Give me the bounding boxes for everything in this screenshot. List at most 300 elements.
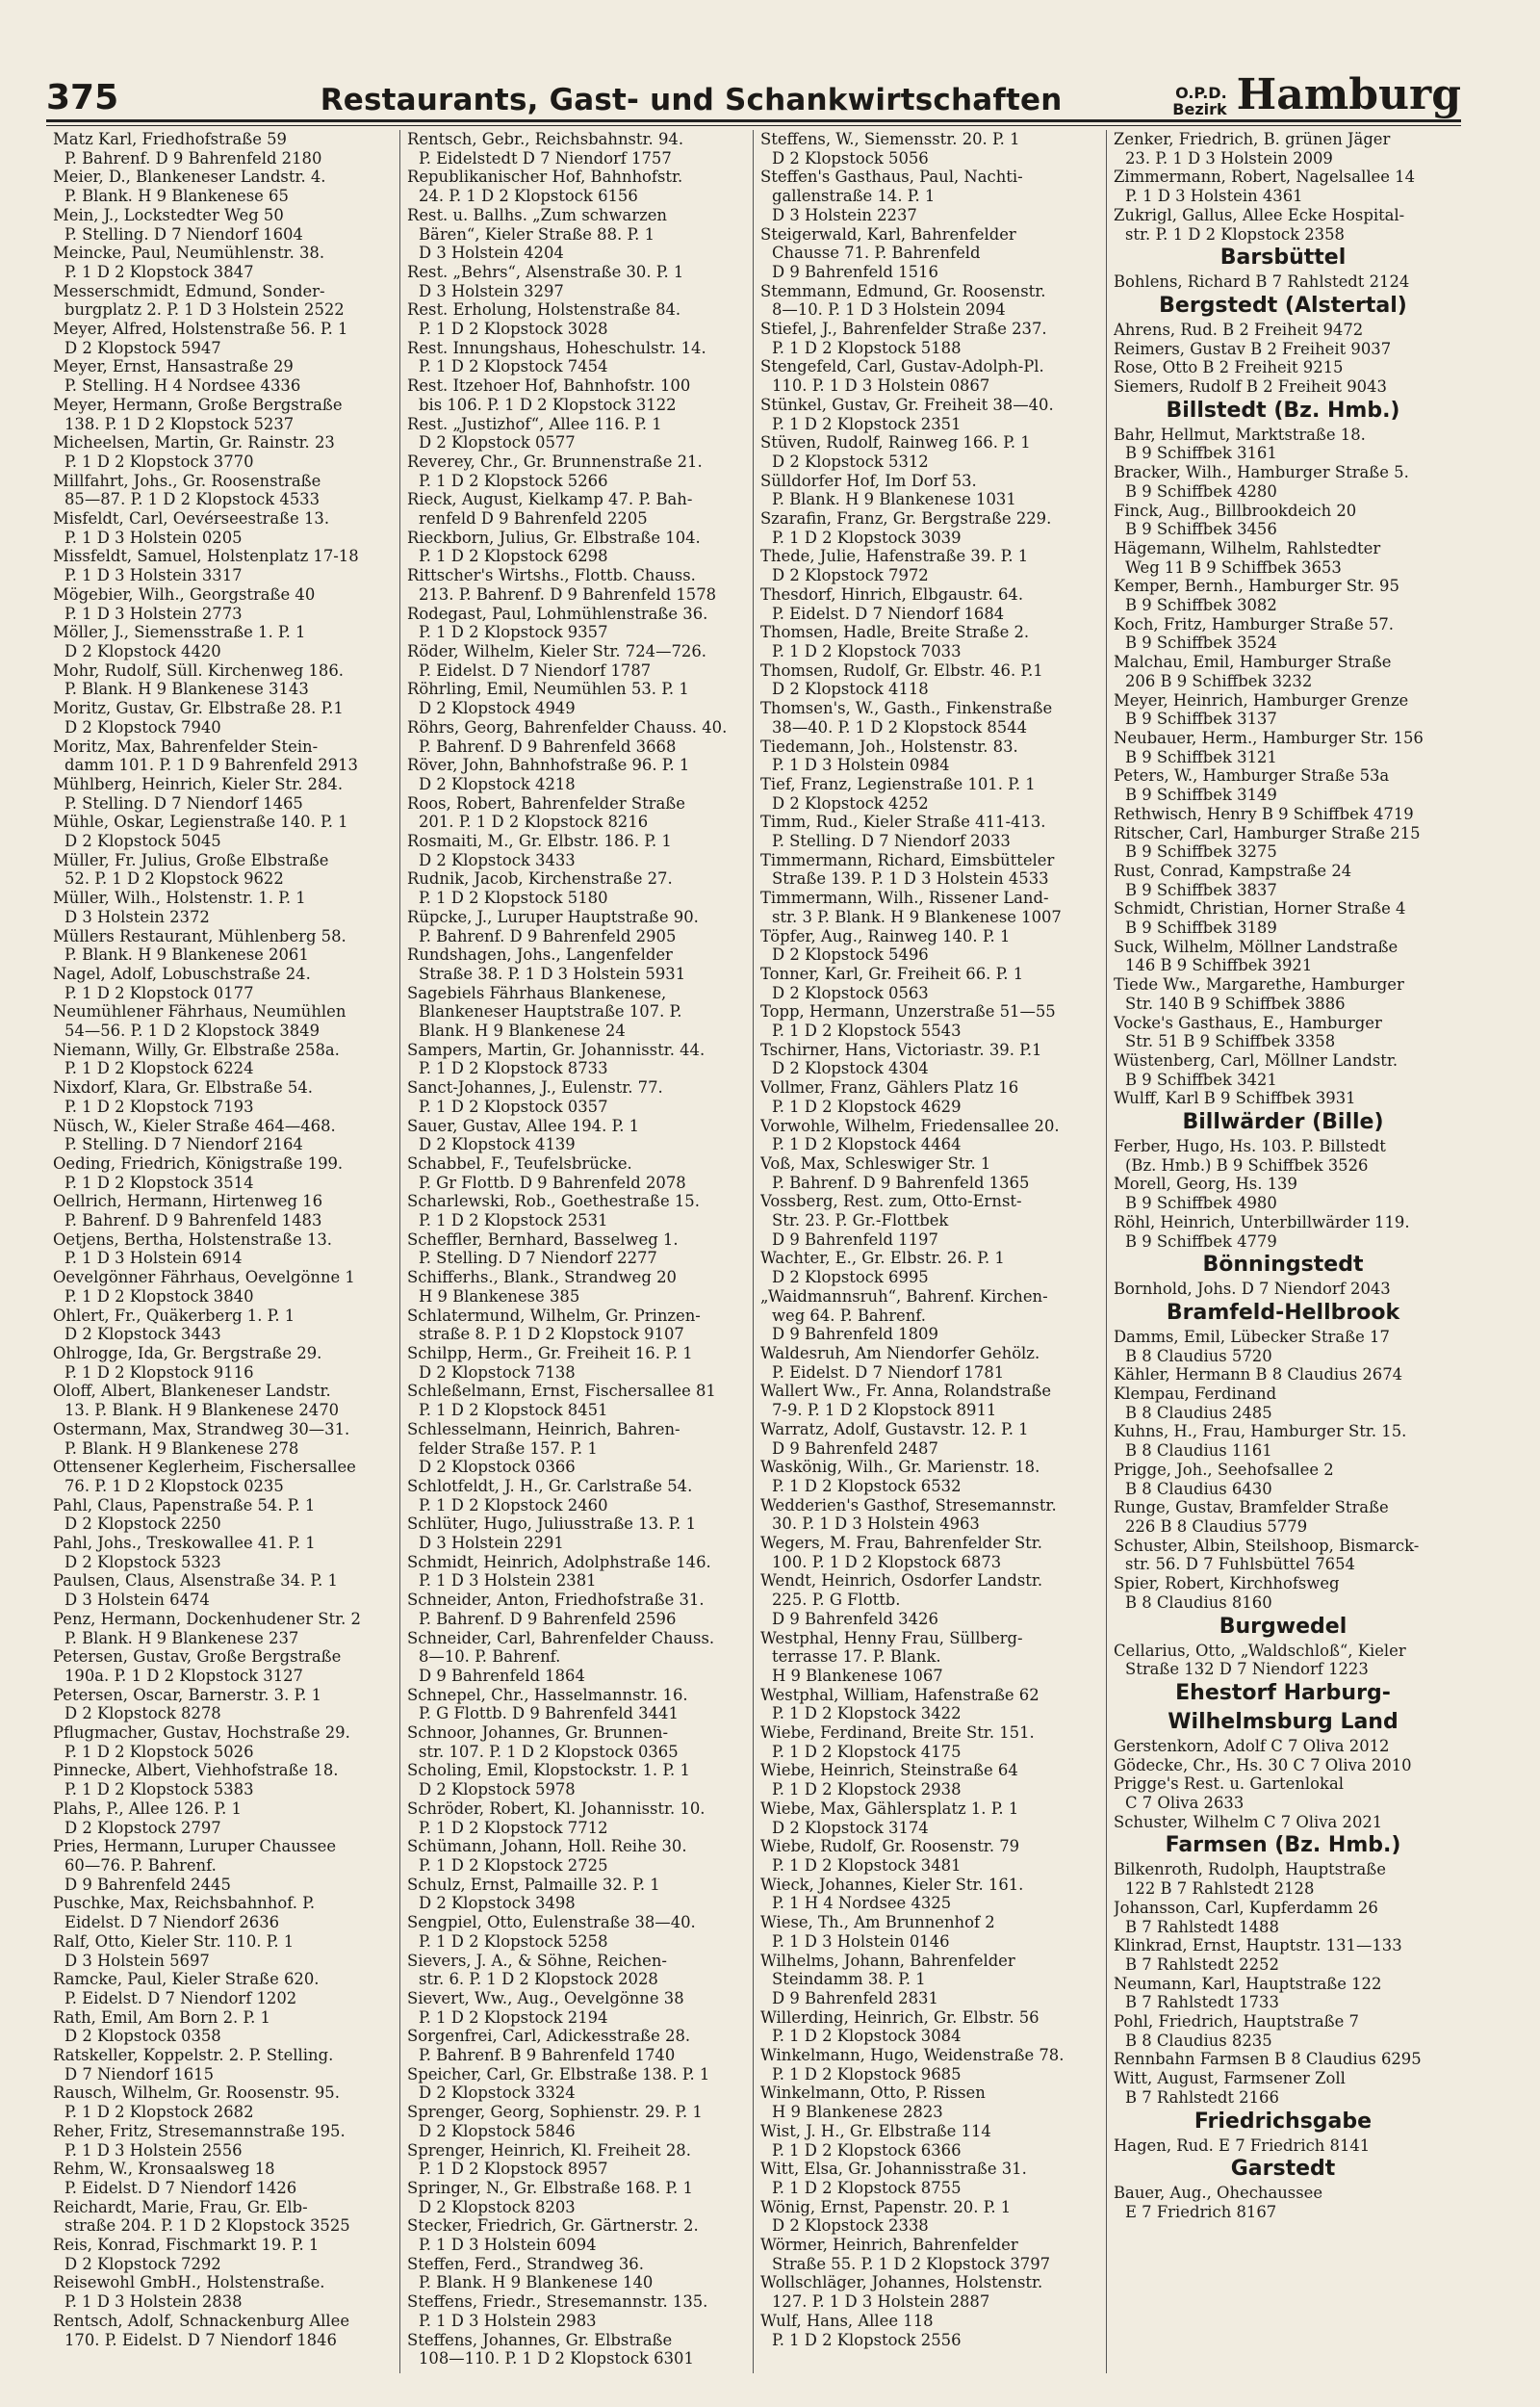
- listing-line: Winkelmann, Hugo, Weidenstraße 78.: [760, 2046, 1065, 2065]
- listing-line: 8—10. P. Bahrenf.: [419, 1647, 561, 1667]
- listing-line: Rest. Innungshaus, Hoheschulstr. 14.: [407, 338, 706, 357]
- listing-line: Scholing, Emil, Klopstockstr. 1. P. 1: [407, 1761, 690, 1780]
- listing-line: P. 1 D 2 Klopstock 2556: [772, 2330, 962, 2349]
- listing-line: B 8 Claudius 8160: [1125, 1592, 1272, 1612]
- listing-line: Tiedemann, Joh., Holstenstr. 83.: [760, 737, 1018, 756]
- listing-line: D 2 Klopstock 3324: [419, 2083, 576, 2103]
- listing-line: B 8 Claudius 2485: [1125, 1403, 1272, 1422]
- listing-line: Nixdorf, Klara, Gr. Elbstraße 54.: [53, 1078, 313, 1098]
- listing-line: Kähler, Hermann B 8 Claudius 2674: [1114, 1365, 1403, 1385]
- listing-line: Scheffler, Bernhard, Basselweg 1.: [407, 1229, 679, 1249]
- listing-line: P. 1 D 3 Holstein 2983: [419, 2311, 597, 2330]
- listing-line: B 9 Schiffbek 3161: [1125, 444, 1277, 463]
- listing-line: P. Blank. H 9 Blankenese 278: [64, 1438, 299, 1458]
- listing-line: P. Blank. H 9 Blankenese 65: [64, 187, 289, 206]
- listing-line: Oloff, Albert, Blankeneser Landstr.: [53, 1382, 331, 1401]
- listing-line: 85—87. P. 1 D 2 Klopstock 4533: [64, 490, 321, 509]
- listing-line: P. 1 D 3 Holstein 0984: [772, 756, 950, 775]
- listing-line: 213. P. Bahrenf. D 9 Bahrenfeld 1578: [419, 584, 717, 604]
- listing-line: 201. P. 1 D 2 Klopstock 8216: [419, 813, 649, 832]
- listing-line: P. 1 D 2 Klopstock 8451: [419, 1401, 608, 1420]
- listing-line: P. 1 D 3 Holstein 2556: [64, 2140, 243, 2160]
- listing-line: P. 1 D 2 Klopstock 3514: [64, 1173, 254, 1192]
- place-heading: Ehestorf Harburg-: [1175, 1680, 1391, 1705]
- listing-line: D 2 Klopstock 7972: [772, 566, 929, 585]
- listing-line: D 3 Holstein 2372: [64, 907, 210, 926]
- listing-line: Rieckborn, Julius, Gr. Elbstraße 104.: [407, 528, 701, 547]
- listing-line: D 2 Klopstock 5947: [64, 338, 221, 357]
- listing-line: Rennbahn Farmsen B 8 Claudius 6295: [1114, 2050, 1422, 2069]
- place-heading: Bergstedt (Alstertal): [1159, 293, 1407, 318]
- listing-line: 60—76. P. Bahrenf.: [64, 1855, 217, 1875]
- listing-line: Meyer, Heinrich, Hamburger Grenze: [1114, 690, 1409, 710]
- listing-line: P. 1 D 3 Holstein 3317: [64, 566, 243, 585]
- listing-line: Wegers, M. Frau, Bahrenfelder Str.: [760, 1534, 1042, 1553]
- listing-line: Mühlberg, Heinrich, Kieler Str. 284.: [53, 774, 344, 793]
- listing-line: Rentsch, Gebr., Reichsbahnstr. 94.: [407, 130, 684, 148]
- listing-line: Schnoor, Johannes, Gr. Brunnen-: [407, 1723, 669, 1743]
- listing-line: str. 6. P. 1 D 2 Klopstock 2028: [419, 1970, 658, 1989]
- listing-line: Stecker, Friedrich, Gr. Gärtnerstr. 2.: [407, 2216, 699, 2236]
- listing-line: B 8 Claudius 8235: [1125, 2031, 1272, 2050]
- listing-line: Bohlens, Richard B 7 Rahlstedt 2124: [1114, 272, 1410, 292]
- listing-line: Wendt, Heinrich, Osdorfer Landstr.: [760, 1571, 1043, 1591]
- listing-line: D 9 Bahrenfeld 2487: [772, 1438, 938, 1458]
- listing-line: Damms, Emil, Lübecker Straße 17: [1114, 1327, 1390, 1346]
- listing-line: P. 1 D 2 Klopstock 5383: [64, 1780, 254, 1799]
- listing-line: Prigge's Rest. u. Gartenlokal: [1114, 1774, 1344, 1794]
- listing-line: C 7 Oliva 2633: [1125, 1794, 1245, 1813]
- listing-line: H 9 Blankenese 2823: [772, 2103, 943, 2122]
- listing-line: Rundshagen, Johs., Langenfelder: [407, 945, 673, 965]
- listing-line: D 2 Klopstock 0563: [772, 983, 929, 1002]
- listing-line: P. Blank. H 9 Blankenese 1031: [772, 490, 1016, 509]
- place-heading: Friedrichsgabe: [1194, 2109, 1373, 2134]
- listing-line: P. Stelling. D 7 Niendorf 1465: [64, 793, 303, 813]
- listing-line: 110. P. 1 D 3 Holstein 0867: [772, 376, 990, 396]
- listing-line: Szarafin, Franz, Gr. Bergstraße 229.: [760, 509, 1052, 529]
- listing-line: Bornhold, Johs. D 7 Niendorf 2043: [1114, 1280, 1391, 1299]
- listing-line: P. 1 D 3 Holstein 2773: [64, 604, 243, 623]
- listing-line: Sprenger, Georg, Sophienstr. 29. P. 1: [407, 2103, 703, 2122]
- listing-line: Blank. H 9 Blankenese 24: [419, 1022, 626, 1041]
- listing-line: B 9 Schiffbek 3837: [1125, 880, 1277, 899]
- listing-line: D 3 Holstein 3297: [419, 281, 564, 300]
- listing-line: D 2 Klopstock 5496: [772, 945, 929, 965]
- listing-line: Misfeldt, Carl, Oevérseestraße 13.: [53, 509, 330, 529]
- listing-line: Tonner, Karl, Gr. Freiheit 66. P. 1: [760, 964, 1024, 983]
- listing-line: Wörmer, Heinrich, Bahrenfelder: [760, 2236, 1018, 2255]
- listing-line: Moritz, Gustav, Gr. Elbstraße 28. P.1: [53, 699, 344, 718]
- listing-line: D 2 Klopstock 8203: [419, 2197, 576, 2216]
- listing-line: Penz, Hermann, Dockenhudener Str. 2: [53, 1609, 361, 1628]
- listing-line: Ferber, Hugo, Hs. 103. P. Billstedt: [1114, 1137, 1386, 1156]
- listing-line: Rausch, Wilhelm, Gr. Roosenstr. 95.: [53, 2083, 340, 2103]
- listing-line: Müller, Fr. Julius, Große Elbstraße: [53, 850, 329, 869]
- listing-line: Rudnik, Jacob, Kirchenstraße 27.: [407, 869, 673, 889]
- listing-line: Blankeneser Hauptstraße 107. P.: [419, 1002, 682, 1022]
- listing-line: Rust, Conrad, Kampstraße 24: [1114, 861, 1352, 880]
- place-heading: Barsbüttel: [1219, 246, 1347, 271]
- listing-line: Wiebe, Ferdinand, Breite Str. 151.: [760, 1723, 1035, 1743]
- listing-line: B 8 Claudius 6430: [1125, 1479, 1272, 1498]
- listing-line: felder Straße 157. P. 1: [419, 1438, 598, 1458]
- listing-column-2: [399, 130, 753, 2373]
- listing-line: Ohlrogge, Ida, Gr. Bergstraße 29.: [53, 1344, 322, 1362]
- listing-line: Pohl, Friedrich, Hauptstraße 7: [1114, 2012, 1359, 2032]
- listing-line: B 7 Rahlstedt 1488: [1125, 1917, 1279, 1936]
- listing-line: Reis, Konrad, Fischmarkt 19. P. 1: [53, 2236, 320, 2255]
- listing-line: Röhrs, Georg, Bahrenfelder Chauss. 40.: [407, 717, 728, 737]
- listing-line: Steffen, Ferd., Strandweg 36.: [407, 2254, 644, 2273]
- listing-line: P. 1 D 2 Klopstock 3481: [772, 1855, 962, 1875]
- listing-line: Zimmermann, Robert, Nagelsallee 14: [1114, 168, 1416, 187]
- listing-line: Johansson, Carl, Kupferdamm 26: [1114, 1898, 1378, 1917]
- listing-line: 8—10. P. 1 D 3 Holstein 2094: [772, 300, 1006, 320]
- listing-line: 100. P. 1 D 2 Klopstock 6873: [772, 1552, 1002, 1571]
- listing-line: Str. 51 B 9 Schiffbek 3358: [1125, 1032, 1336, 1051]
- listing-line: B 9 Schiffbek 4280: [1125, 481, 1277, 501]
- listing-line: P. 1 D 3 Holstein 0205: [64, 528, 243, 547]
- listing-line: Wachter, E., Gr. Elbstr. 26. P. 1: [760, 1249, 1005, 1268]
- listing-line: Ohlert, Fr., Quäkerberg 1. P. 1: [53, 1306, 295, 1325]
- listing-line: Prigge, Joh., Seehofsallee 2: [1114, 1460, 1334, 1479]
- listing-line: P. Blank. H 9 Blankenese 2061: [64, 945, 309, 965]
- listing-line: Niemann, Willy, Gr. Elbstraße 258a.: [53, 1040, 340, 1059]
- listing-line: D 2 Klopstock 5978: [419, 1780, 576, 1799]
- listing-line: 190a. P. 1 D 2 Klopstock 3127: [64, 1666, 303, 1685]
- listing-line: Steffen's Gasthaus, Paul, Nachti-: [760, 168, 1023, 187]
- listing-line: Malchau, Emil, Hamburger Straße: [1114, 653, 1392, 672]
- listing-line: P. 1 D 3 Holstein 4361: [1125, 187, 1303, 206]
- listing-line: Schlesselmann, Heinrich, Bahren-: [407, 1419, 680, 1438]
- listing-line: Mohr, Rudolf, Süll. Kirchenweg 186.: [53, 660, 344, 680]
- listing-line: P. 1 D 2 Klopstock 5543: [772, 1022, 962, 1041]
- listing-line: 146 B 9 Schiffbek 3921: [1125, 956, 1313, 975]
- listing-line: D 2 Klopstock 7138: [419, 1362, 576, 1382]
- listing-line: Ramcke, Paul, Kieler Straße 620.: [53, 1970, 320, 1989]
- listing-line: P. 1 D 2 Klopstock 8755: [772, 2178, 962, 2197]
- listing-column-4: [1106, 130, 1459, 2373]
- listing-line: P. 1 D 2 Klopstock 2531: [419, 1211, 608, 1230]
- listing-line: Straße 55. P. 1 D 2 Klopstock 3797: [772, 2254, 1051, 2273]
- listing-line: Sagebiels Fährhaus Blankenese,: [407, 983, 667, 1002]
- listing-line: P. 1 D 2 Klopstock 7454: [419, 357, 608, 376]
- listing-line: Pahl, Claus, Papenstraße 54. P. 1: [53, 1495, 316, 1514]
- listing-line: Steffens, Johannes, Gr. Elbstraße: [407, 2330, 673, 2349]
- listing-line: P. Eidelstedt D 7 Niendorf 1757: [419, 148, 672, 168]
- listing-line: Hagen, Rud. E 7 Friedrich 8141: [1114, 2135, 1371, 2155]
- listing-line: Sauer, Gustav, Allee 194. P. 1: [407, 1116, 640, 1135]
- listing-line: D 9 Bahrenfeld 3426: [772, 1609, 938, 1628]
- listing-line: Schuster, Albin, Steilshoop, Bismarck-: [1114, 1536, 1420, 1555]
- listing-line: D 2 Klopstock 0358: [64, 2027, 221, 2046]
- listing-line: str. 56. D 7 Fuhlsbüttel 7654: [1125, 1555, 1355, 1574]
- listing-line: Bauer, Aug., Ohechaussee: [1114, 2184, 1323, 2203]
- header-rule-thin: [46, 125, 1461, 126]
- listing-line: Rieck, August, Kielkamp 47. P. Bah-: [407, 490, 693, 509]
- place-heading: Billwärder (Bille): [1182, 1110, 1384, 1135]
- listing-line: Töpfer, Aug., Rainweg 140. P. 1: [760, 926, 1011, 945]
- listing-line: D 2 Klopstock 7292: [64, 2254, 221, 2273]
- listing-line: Neumann, Karl, Hauptstraße 122: [1114, 1974, 1382, 1993]
- listing-line: Chausse 71. P. Bahrenfeld: [772, 244, 981, 263]
- place-heading: Burgwedel: [1219, 1614, 1348, 1639]
- listing-line: Pflugmacher, Gustav, Hochstraße 29.: [53, 1723, 350, 1743]
- listing-line: P. G Flottb. D 9 Bahrenfeld 3441: [419, 1704, 679, 1723]
- listing-line: 170. P. Eidelst. D 7 Niendorf 1846: [64, 2330, 337, 2349]
- listing-line: Nüsch, W., Kieler Straße 464—468.: [53, 1116, 336, 1135]
- bezirk-label: Bezirk: [1172, 100, 1227, 118]
- listing-line: D 2 Klopstock 0577: [419, 433, 576, 453]
- opd-label: O.P.D.: [1175, 84, 1227, 102]
- listing-line: 24. P. 1 D 2 Klopstock 6156: [419, 187, 638, 206]
- listing-line: P. 1 D 2 Klopstock 3422: [772, 1704, 962, 1723]
- listing-line: E 7 Friedrich 8167: [1125, 2202, 1277, 2221]
- listing-line: Wiebe, Rudolf, Gr. Roosenstr. 79: [760, 1837, 1020, 1856]
- listing-line: Schneider, Anton, Friedhofstraße 31.: [407, 1591, 705, 1610]
- listing-line: Schröder, Robert, Kl. Johannisstr. 10.: [407, 1799, 706, 1818]
- listing-line: B 7 Rahlstedt 2166: [1125, 2087, 1279, 2107]
- listing-line: D 9 Bahrenfeld 1809: [772, 1325, 938, 1344]
- listing-line: Möller, J., Siemensstraße 1. P. 1: [53, 623, 306, 642]
- listing-line: Meyer, Alfred, Holstenstraße 56. P. 1: [53, 320, 348, 339]
- listing-line: H 9 Blankenese 385: [419, 1286, 580, 1306]
- listing-line: Schifferhs., Blank., Strandweg 20: [407, 1268, 677, 1287]
- listing-line: Cellarius, Otto, „Waldschloß“, Kieler: [1114, 1641, 1406, 1660]
- listing-line: Rest. „Justizhof“, Allee 116. P. 1: [407, 414, 662, 433]
- listing-line: Wist, J. H., Gr. Elbstraße 114: [760, 2121, 991, 2140]
- listing-line: P. 1 D 2 Klopstock 0357: [419, 1097, 608, 1116]
- listing-line: terrasse 17. P. Blank.: [772, 1647, 941, 1667]
- listing-line: Straße 132 D 7 Niendorf 1223: [1125, 1660, 1369, 1679]
- listing-line: D 7 Niendorf 1615: [64, 2064, 215, 2083]
- listing-line: Finck, Aug., Billbrookdeich 20: [1114, 501, 1357, 520]
- listing-line: Millfahrt, Johs., Gr. Roosenstraße: [53, 471, 321, 490]
- listing-line: Ostermann, Max, Strandweg 30—31.: [53, 1419, 350, 1438]
- listing-line: Voß, Max, Schleswiger Str. 1: [760, 1153, 991, 1173]
- listing-line: P. 1 D 2 Klopstock 0177: [64, 983, 254, 1002]
- listing-line: 23. P. 1 D 3 Holstein 2009: [1125, 148, 1333, 168]
- listing-line: Oeding, Friedrich, Königstraße 199.: [53, 1153, 344, 1173]
- listing-line: D 2 Klopstock 4252: [772, 793, 929, 813]
- listing-line: 206 B 9 Schiffbek 3232: [1125, 671, 1313, 690]
- listing-line: Peters, W., Hamburger Straße 53a: [1114, 766, 1390, 786]
- listing-line: Wieck, Johannes, Kieler Str. 161.: [760, 1875, 1024, 1894]
- listing-line: D 2 Klopstock 5056: [772, 148, 929, 168]
- listing-line: Spier, Robert, Kirchhofsweg: [1114, 1574, 1340, 1593]
- listing-line: 54—56. P. 1 D 2 Klopstock 3849: [64, 1022, 321, 1041]
- listing-line: Vocke's Gasthaus, E., Hamburger: [1114, 1013, 1382, 1032]
- listing-column-1: [46, 130, 399, 2373]
- listing-line: P. Bahrenf. D 9 Bahrenfeld 2596: [419, 1609, 677, 1628]
- listing-line: Röder, Wilhelm, Kieler Str. 724—726.: [407, 641, 706, 660]
- listing-line: D 2 Klopstock 3498: [419, 1894, 576, 1913]
- listing-line: Winkelmann, Otto, P. Rissen: [760, 2083, 986, 2103]
- listing-line: P. Bahrenf. D 9 Bahrenfeld 2180: [64, 148, 322, 168]
- listing-line: P. 1 D 2 Klopstock 2938: [772, 1780, 962, 1799]
- listing-line: burgplatz 2. P. 1 D 3 Holstein 2522: [64, 300, 345, 320]
- listing-line: Tief, Franz, Legienstraße 101. P. 1: [760, 774, 1036, 793]
- listing-line: P. 1 D 2 Klopstock 7193: [64, 1097, 254, 1116]
- listing-line: Bahr, Hellmut, Marktstraße 18.: [1114, 425, 1366, 444]
- listing-line: Wilhelms, Johann, Bahrenfelder: [760, 1951, 1015, 1970]
- listing-line: B 9 Schiffbek 3137: [1125, 710, 1277, 729]
- listing-line: Waskönig, Wilh., Gr. Marienstr. 18.: [760, 1458, 1040, 1477]
- listing-line: Sanct-Johannes, J., Eulenstr. 77.: [407, 1078, 663, 1098]
- listing-line: P. 1 D 2 Klopstock 8957: [419, 2160, 608, 2179]
- listing-line: Hägemann, Wilhelm, Rahlstedter: [1114, 538, 1381, 557]
- listing-line: Ralf, Otto, Kieler Str. 110. P. 1: [53, 1931, 295, 1951]
- listing-line: Weg 11 B 9 Schiffbek 3653: [1125, 557, 1342, 577]
- listing-line: Siemers, Rudolf B 2 Freiheit 9043: [1114, 377, 1387, 397]
- listing-line: Pries, Hermann, Luruper Chaussee: [53, 1837, 337, 1856]
- listing-line: Röver, John, Bahnhofstraße 96. P. 1: [407, 756, 690, 775]
- listing-line: Timmermann, Wilh., Rissener Land-: [760, 889, 1049, 908]
- listing-line: P. Stelling. D 7 Niendorf 2277: [419, 1249, 657, 1268]
- listing-column-3: [753, 130, 1106, 2373]
- listing-line: Schmidt, Heinrich, Adolphstraße 146.: [407, 1552, 711, 1571]
- city-name: Hamburg: [1236, 70, 1461, 119]
- place-heading: Garstedt: [1230, 2157, 1336, 2182]
- listing-line: D 2 Klopstock 5045: [64, 832, 221, 851]
- listing-line: Rosmaiti, M., Gr. Elbstr. 186. P. 1: [407, 832, 672, 851]
- listing-line: Rest. „Behrs“, Alsenstraße 30. P. 1: [407, 262, 684, 281]
- listing-line: Rittscher's Wirtshs., Flottb. Chauss.: [407, 566, 696, 585]
- listing-line: Str. 23. P. Gr.-Flottbek: [772, 1211, 949, 1230]
- listing-line: P. 1 D 2 Klopstock 3084: [772, 2027, 962, 2046]
- listing-line: 122 B 7 Rahlstedt 2128: [1125, 1879, 1315, 1899]
- listing-line: Matz Karl, Friedhofstraße 59: [53, 130, 287, 148]
- listing-line: D 9 Bahrenfeld 1516: [772, 262, 938, 281]
- listing-line: P. Eidelst. D 7 Niendorf 1781: [772, 1362, 1005, 1382]
- listing-line: Sampers, Martin, Gr. Johannisstr. 44.: [407, 1040, 706, 1059]
- listing-line: Vossberg, Rest. zum, Otto-Ernst-: [760, 1192, 1022, 1211]
- listing-line: D 2 Klopstock 7940: [64, 717, 221, 737]
- listing-line: Schabbel, F., Teufelsbrücke.: [407, 1153, 632, 1173]
- listing-line: P. Stelling. D 7 Niendorf 1604: [64, 224, 303, 244]
- listing-line: P. 1 D 2 Klopstock 5188: [772, 338, 962, 357]
- listing-line: Rethwisch, Henry B 9 Schiffbek 4719: [1114, 804, 1414, 823]
- listing-line: P. Blank. H 9 Blankenese 237: [64, 1628, 299, 1647]
- listing-line: Messerschmidt, Edmund, Sonder-: [53, 281, 325, 300]
- listing-line: Witt, Elsa, Gr. Johannisstraße 31.: [760, 2160, 1027, 2179]
- listing-line: Petersen, Gustav, Große Bergstraße: [53, 1647, 342, 1667]
- listing-line: D 9 Bahrenfeld 2831: [772, 1988, 938, 2007]
- listing-line: Str. 140 B 9 Schiffbek 3886: [1125, 994, 1346, 1013]
- listing-line: Wulff, Karl B 9 Schiffbek 3931: [1114, 1089, 1356, 1108]
- listing-line: P. 1 D 3 Holstein 6914: [64, 1249, 243, 1268]
- listing-line: P. Eidelst. D 7 Niendorf 1684: [772, 604, 1005, 623]
- listing-line: B 9 Schiffbek 3524: [1125, 634, 1277, 653]
- listing-line: D 2 Klopstock 3443: [64, 1325, 221, 1344]
- listing-line: Rehm, W., Kronsaalsweg 18: [53, 2160, 275, 2179]
- listing-line: Waldesruh, Am Niendorfer Gehölz.: [760, 1344, 1040, 1362]
- listing-line: 225. P. G Flottb.: [772, 1591, 901, 1610]
- listing-line: D 3 Holstein 5697: [64, 1951, 210, 1970]
- listing-line: „Waidmannsruh“, Bahrenf. Kirchen-: [760, 1286, 1048, 1306]
- listing-line: B 9 Schiffbek 3121: [1125, 747, 1277, 766]
- listing-line: D 2 Klopstock 2797: [64, 1818, 221, 1837]
- listing-line: Missfeldt, Samuel, Holstenplatz 17-18: [53, 547, 359, 566]
- listing-line: B 9 Schiffbek 4980: [1125, 1194, 1277, 1213]
- listing-line: Moritz, Max, Bahrenfelder Stein-: [53, 737, 319, 756]
- listing-line: Schulz, Ernst, Palmaille 32. P. 1: [407, 1875, 660, 1894]
- listing-line: P. 1 D 2 Klopstock 2194: [419, 2007, 608, 2027]
- listing-line: Wiebe, Max, Gählersplatz 1. P. 1: [760, 1799, 1019, 1818]
- listing-line: Müller, Wilh., Holstenstr. 1. P. 1: [53, 889, 306, 908]
- listing-line: P. 1 D 2 Klopstock 6298: [419, 547, 608, 566]
- listing-line: Klinkrad, Ernst, Hauptstr. 131—133: [1114, 1936, 1402, 1955]
- listing-line: Steindamm 38. P. 1: [772, 1970, 926, 1989]
- listing-line: Willerding, Heinrich, Gr. Elbstr. 56: [760, 2007, 1040, 2027]
- listing-line: D 3 Holstein 2291: [419, 1534, 564, 1553]
- listing-line: P. Bahrenf. D 9 Bahrenfeld 1483: [64, 1211, 322, 1230]
- listing-line: Sievers, J. A., & Söhne, Reichen-: [407, 1951, 667, 1970]
- listing-line: Witt, August, Farmsener Zoll: [1114, 2069, 1346, 2088]
- listing-line: P. 1 D 2 Klopstock 3847: [64, 262, 254, 281]
- listing-line: straße 204. P. 1 D 2 Klopstock 3525: [64, 2216, 350, 2236]
- listing-line: H 9 Blankenese 1067: [772, 1666, 943, 1685]
- listing-line: Müllers Restaurant, Mühlenberg 58.: [53, 926, 346, 945]
- listing-line: bis 106. P. 1 D 2 Klopstock 3122: [419, 395, 677, 414]
- listing-line: P. 1 D 2 Klopstock 2460: [419, 1495, 608, 1514]
- listing-line: Kemper, Bernh., Hamburger Str. 95: [1114, 577, 1399, 596]
- listing-line: Reisewohl GmbH., Holstenstraße.: [53, 2273, 325, 2292]
- listing-line: Rentsch, Adolf, Schnackenburg Allee: [53, 2311, 350, 2330]
- listing-line: 30. P. 1 D 3 Holstein 4963: [772, 1514, 980, 1534]
- listing-line: Rodegast, Paul, Lohmühlenstraße 36.: [407, 604, 708, 623]
- listing-line: Rest. Itzehoer Hof, Bahnhofstr. 100: [407, 376, 691, 396]
- listing-line: D 2 Klopstock 5312: [772, 452, 929, 471]
- listing-line: Suck, Wilhelm, Möllner Landstraße: [1114, 937, 1399, 956]
- listing-line: Klempau, Ferdinand: [1114, 1385, 1277, 1404]
- listing-line: Stüven, Rudolf, Rainweg 166. P. 1: [760, 433, 1031, 453]
- listing-line: Schuster, Wilhelm C 7 Oliva 2021: [1114, 1812, 1383, 1831]
- listing-line: P. 1 D 2 Klopstock 3028: [419, 320, 608, 339]
- listing-line: Schümann, Johann, Holl. Reihe 30.: [407, 1837, 687, 1856]
- listing-line: P. 1 D 2 Klopstock 9685: [772, 2064, 962, 2083]
- listing-line: P. 1 D 2 Klopstock 6366: [772, 2140, 962, 2160]
- listing-line: B 9 Schiffbek 3275: [1125, 842, 1277, 862]
- listing-line: Timm, Rud., Kieler Straße 411-413.: [760, 813, 1046, 832]
- listing-line: Thede, Julie, Hafenstraße 39. P. 1: [760, 547, 1029, 566]
- listing-line: P. 1 D 2 Klopstock 5266: [419, 471, 608, 490]
- listing-line: P. Bahrenf. D 9 Bahrenfeld 3668: [419, 737, 677, 756]
- listing-line: Thomsen, Hadle, Breite Straße 2.: [760, 623, 1030, 642]
- listing-line: weg 64. P. Bahrenf.: [772, 1306, 926, 1325]
- listing-line: D 2 Klopstock 4218: [419, 774, 576, 793]
- listing-line: P. Eidelst. D 7 Niendorf 1202: [64, 1988, 297, 2007]
- listing-line: D 2 Klopstock 3433: [419, 850, 576, 869]
- listing-line: 38—40. P. 1 D 2 Klopstock 8544: [772, 717, 1028, 737]
- listing-line: Wulf, Hans, Allee 118: [760, 2311, 934, 2330]
- listing-line: P. Stelling. D 7 Niendorf 2033: [772, 832, 1011, 851]
- listing-line: Wiebe, Heinrich, Steinstraße 64: [760, 1761, 1018, 1780]
- listing-line: Timmermann, Richard, Eimsbütteler: [760, 850, 1055, 869]
- listing-line: Plahs, P., Allee 126. P. 1: [53, 1799, 242, 1818]
- listing-line: D 2 Klopstock 5323: [64, 1552, 221, 1571]
- listing-line: Mögebier, Wilh., Georgstraße 40: [53, 584, 316, 604]
- listing-line: Tiede Ww., Margarethe, Hamburger: [1114, 975, 1404, 995]
- listing-line: Schnepel, Chr., Hasselmannstr. 16.: [407, 1685, 688, 1704]
- listing-line: Steffens, W., Siemensstr. 20. P. 1: [760, 130, 1020, 148]
- listing-line: P. 1 D 2 Klopstock 2725: [419, 1855, 608, 1875]
- place-heading: Wilhelmsburg Land: [1168, 1709, 1399, 1734]
- listing-line: Gerstenkorn, Adolf C 7 Oliva 2012: [1114, 1736, 1390, 1755]
- listing-line: gallenstraße 14. P. 1: [772, 187, 936, 206]
- listing-line: str. 3 P. Blank. H 9 Blankenese 1007: [772, 907, 1062, 926]
